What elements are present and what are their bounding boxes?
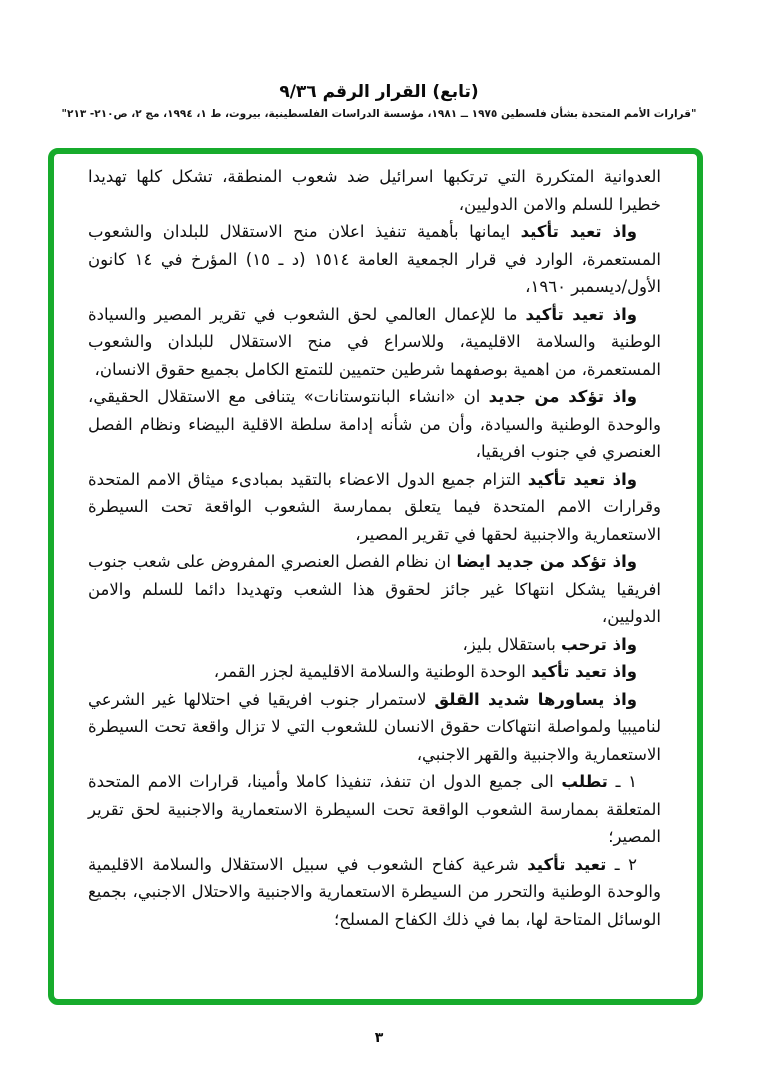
resolution-paragraph: واذ تؤكد من جديد ايضا ان نظام الفصل العنصري المفروض على شعب جنوب افريقيا يشكل انتهاكا غير جائز لحقوق هذا الشعب وتهديدا دائما للسلم والامن الدوليين،: [88, 552, 661, 626]
paragraph-lead: واذ تؤكد من جديد: [488, 387, 637, 406]
paragraph-lead: واذ تعيد تأكيد: [531, 662, 637, 681]
document-header: [0, 82, 758, 120]
paragraph-lead: تعيد تأكيد: [527, 854, 607, 874]
source-citation: "قرارات الأمم المتحدة بشأن فلسطين ١٩٧٥ ــ ١٩٨١، مؤسسة الدراسات الفلسطينية، بيروت، ط ١، ١٩٩٤، مج ٢، ص٢١٠- ٢١٣": [61, 108, 697, 120]
resolution-title: (تابع) القرار الرقم ٩/٣٦: [279, 82, 479, 102]
paragraph-lead: واذ يساورها شديد القلق: [434, 689, 637, 709]
resolution-paragraph: واذ تعيد تأكيد التزام جميع الدول الاعضاء بالتقيد بمبادىء ميثاق الامم المتحدة وقرارات الامم المتحدة فيما يتعلق بممارسة الشعوب الواقعة تحت السيطرة الاستعمارية والاجنبية لحقها في تقرير المصير،: [88, 469, 661, 544]
paragraph-lead: واذ تؤكد من جديد ايضا: [456, 552, 637, 571]
paragraph-lead: واذ تعيد تأكيد: [520, 222, 637, 241]
resolution-paragraph: واذ تعيد تأكيد الوحدة الوطنية والسلامة الاقليمية لجزر القمر،: [213, 662, 637, 681]
page-number: ٣: [374, 1030, 384, 1046]
resolution-paragraph: ٢ ـ تعيد تأكيد شرعية كفاح الشعوب في سبيل الاستقلال والسلامة الاقليمية والوحدة الوطنية والتحرر من السيطرة الاستعمارية والاجنبية والاحتلال الاجنبي، بجميع الوسائل المتاحة لها، بما في ذلك الكفاح المسلح؛: [88, 854, 661, 929]
resolution-paragraphs: [88, 163, 661, 933]
paragraph-lead: واذ ترحب: [561, 634, 637, 654]
resolution-paragraph: ١ ـ تطلب الى جميع الدول ان تنفذ، تنفيذا كاملا وأمينا، قرارات الامم المتحدة المتعلقة بممارسة الشعوب الواقعة تحت السيطرة الاستعمارية والاجنبية لحق تقرير المصير؛: [88, 772, 661, 846]
paragraph-lead: واذ تعيد تأكيد: [525, 304, 637, 324]
resolution-paragraph: واذ تعيد تأكيد ايمانها بأهمية تنفيذ اعلان منح الاستقلال للبلدان والشعوب المستعمرة، الوارد في قرار الجمعية العامة ١٥١٤ (د ـ ١٥) المؤرخ في ١٤ كانون الأول/ديسمبر ١٩٦٠،: [88, 222, 661, 296]
resolution-text-box: [48, 148, 703, 1005]
paragraph-lead: تطلب: [561, 772, 608, 791]
resolution-paragraph: واذ تعيد تأكيد ما للإعمال العالمي لحق الشعوب في تقرير المصير والسيادة الوطنية والسلامة الاقليمية، وللاسراع في منح الاستقلال للبلدان والشعوب المستعمرة، من اهمية بوصفهما شرطين حتميين للتمتع الكامل بجميع حقوق الانسان،: [88, 304, 661, 379]
paragraph-lead: واذ تعيد تأكيد: [527, 469, 637, 489]
resolution-paragraph: واذ تؤكد من جديد ان «انشاء البانتوستانات» يتنافى مع الاستقلال الحقيقي، والوحدة الوطنية والسيادة، وأن من شأنه إدامة سلطة الاقلية البيضاء ونظام الفصل العنصري في جنوب افريقيا،: [88, 387, 661, 461]
resolution-paragraph: واذ يساورها شديد القلق لاستمرار جنوب افريقيا في احتلالها غير الشرعي لناميبيا ولمواصلة انتهاكات حقوق الانسان للشعوب التي لا تزال واقعة تحت السيطرة الاستعمارية والاجنبية والقهر الاجنبي،: [88, 689, 661, 764]
resolution-paragraph: العدوانية المتكررة التي ترتكبها اسرائيل ضد شعوب المنطقة، تشكل كلها تهديدا خطيرا للسلم والامن الدوليين،: [88, 167, 661, 214]
resolution-paragraph: واذ ترحب باستقلال بليز،: [462, 634, 637, 654]
